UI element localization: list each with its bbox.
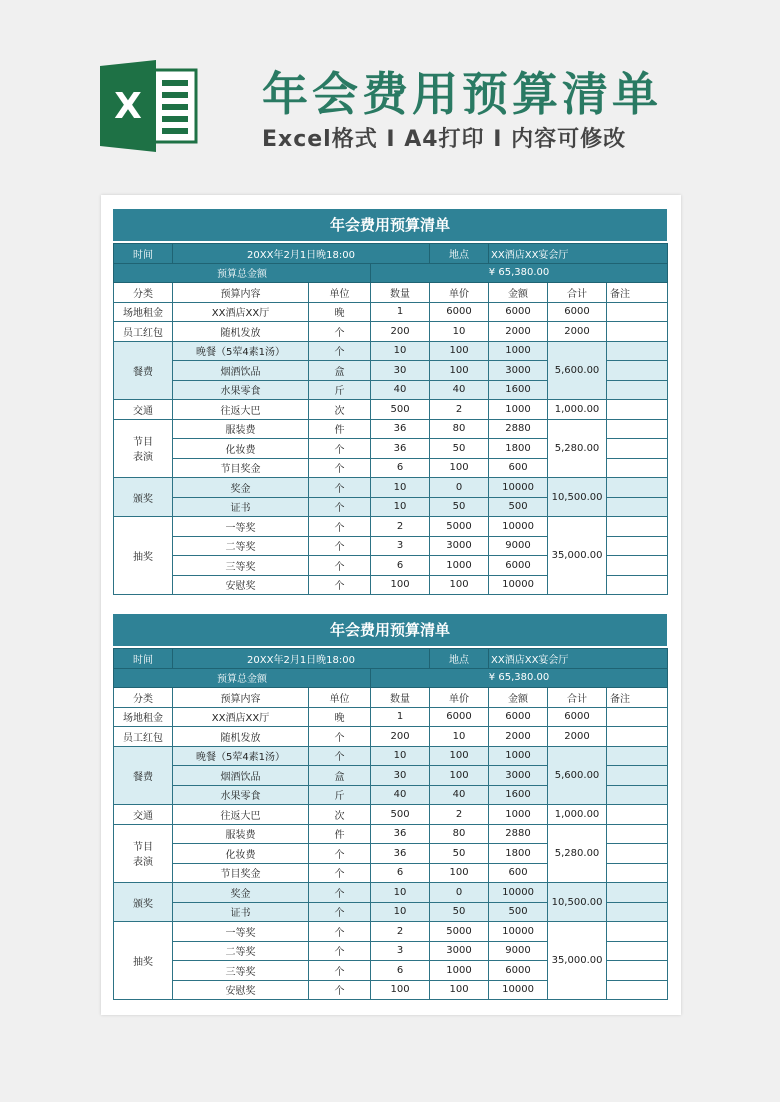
amount-cell: 10000	[489, 883, 548, 903]
unit-cell: 个	[309, 922, 371, 942]
notes-cell	[607, 575, 668, 595]
price-cell: 10	[430, 727, 489, 747]
amount-cell: 1800	[489, 844, 548, 864]
column-header: 单价	[430, 688, 489, 708]
category-cell: 员工红包	[114, 727, 173, 747]
qty-cell: 6	[371, 458, 430, 478]
table-row	[114, 707, 668, 727]
amount-cell: 3000	[489, 361, 548, 381]
qty-cell: 500	[371, 400, 430, 420]
qty-cell: 2	[371, 922, 430, 942]
item-cell: 晚餐（5荤4素1汤）	[173, 746, 309, 766]
total-cell: 5,600.00	[548, 341, 607, 400]
notes-cell	[607, 707, 668, 727]
total-cell: 35,000.00	[548, 922, 607, 1000]
price-cell: 100	[430, 458, 489, 478]
category-cell: 交通	[114, 805, 173, 825]
qty-cell: 10	[371, 746, 430, 766]
qty-cell: 10	[371, 883, 430, 903]
column-header: 数量	[371, 688, 430, 708]
notes-cell	[607, 805, 668, 825]
qty-cell: 100	[371, 980, 430, 1000]
amount-cell: 500	[489, 497, 548, 517]
amount-cell: 600	[489, 458, 548, 478]
total-cell: 5,600.00	[548, 746, 607, 805]
table-row	[114, 478, 668, 498]
qty-cell: 6	[371, 556, 430, 576]
total-cell: 1,000.00	[548, 400, 607, 420]
price-cell: 5000	[430, 922, 489, 942]
price-cell: 50	[430, 844, 489, 864]
notes-cell	[607, 556, 668, 576]
category-cell: 员工红包	[114, 322, 173, 342]
column-header: 金额	[489, 688, 548, 708]
category-cell: 场地租金	[114, 302, 173, 322]
item-cell: 二等奖	[173, 941, 309, 961]
item-cell: 服装费	[173, 419, 309, 439]
price-cell: 40	[430, 785, 489, 805]
qty-cell: 500	[371, 805, 430, 825]
qty-cell: 40	[371, 785, 430, 805]
unit-cell: 个	[309, 727, 371, 747]
notes-cell	[607, 824, 668, 844]
column-header: 单位	[309, 688, 371, 708]
item-cell: XX酒店XX厅	[173, 302, 309, 322]
price-cell: 2	[430, 400, 489, 420]
amount-cell: 10000	[489, 575, 548, 595]
budget-sheet-1	[113, 209, 667, 595]
qty-cell: 1	[371, 302, 430, 322]
unit-cell: 个	[309, 341, 371, 361]
time-row	[114, 244, 668, 264]
unit-cell: 个	[309, 883, 371, 903]
total-cell: 35,000.00	[548, 517, 607, 595]
unit-cell: 个	[309, 863, 371, 883]
unit-cell: 斤	[309, 380, 371, 400]
price-cell: 6000	[430, 707, 489, 727]
amount-cell: 6000	[489, 961, 548, 981]
table-row	[114, 341, 668, 361]
place-label: 地点	[430, 244, 489, 264]
unit-cell: 个	[309, 536, 371, 556]
qty-cell: 6	[371, 863, 430, 883]
item-cell: 往返大巴	[173, 400, 309, 420]
notes-cell	[607, 941, 668, 961]
notes-cell	[607, 746, 668, 766]
category-cell: 颁奖	[114, 478, 173, 517]
price-cell: 50	[430, 902, 489, 922]
unit-cell: 个	[309, 902, 371, 922]
notes-cell	[607, 439, 668, 459]
column-header: 合计	[548, 688, 607, 708]
amount-cell: 1600	[489, 785, 548, 805]
qty-cell: 200	[371, 727, 430, 747]
total-row	[114, 263, 668, 283]
amount-cell: 10000	[489, 980, 548, 1000]
item-cell: 证书	[173, 497, 309, 517]
item-cell: 水果零食	[173, 785, 309, 805]
unit-cell: 个	[309, 844, 371, 864]
price-cell: 80	[430, 824, 489, 844]
price-cell: 2	[430, 805, 489, 825]
item-cell: 晚餐（5荤4素1汤）	[173, 341, 309, 361]
price-cell: 50	[430, 439, 489, 459]
notes-cell	[607, 380, 668, 400]
price-cell: 0	[430, 883, 489, 903]
item-cell: XX酒店XX厅	[173, 707, 309, 727]
item-cell: 三等奖	[173, 961, 309, 981]
price-cell: 0	[430, 478, 489, 498]
amount-cell: 1000	[489, 400, 548, 420]
unit-cell: 件	[309, 824, 371, 844]
item-cell: 奖金	[173, 883, 309, 903]
price-cell: 80	[430, 419, 489, 439]
amount-cell: 6000	[489, 302, 548, 322]
amount-cell: 10000	[489, 478, 548, 498]
category-cell: 抽奖	[114, 517, 173, 595]
qty-cell: 30	[371, 361, 430, 381]
column-header-row	[114, 283, 668, 303]
total-label: 预算总金额	[114, 263, 371, 283]
unit-cell: 次	[309, 805, 371, 825]
unit-cell: 斤	[309, 785, 371, 805]
qty-cell: 3	[371, 941, 430, 961]
notes-cell	[607, 400, 668, 420]
amount-cell: 2000	[489, 322, 548, 342]
amount-cell: 1000	[489, 805, 548, 825]
column-header: 分类	[114, 283, 173, 303]
item-cell: 水果零食	[173, 380, 309, 400]
budget-sheet-2	[113, 614, 667, 1000]
amount-cell: 1800	[489, 439, 548, 459]
total-cell: 1,000.00	[548, 805, 607, 825]
notes-cell	[607, 419, 668, 439]
qty-cell: 36	[371, 419, 430, 439]
qty-cell: 10	[371, 341, 430, 361]
logo-letter: X	[114, 86, 142, 127]
total-cell: 6000	[548, 302, 607, 322]
item-cell: 二等奖	[173, 536, 309, 556]
price-cell: 3000	[430, 536, 489, 556]
unit-cell: 个	[309, 458, 371, 478]
item-cell: 随机发放	[173, 727, 309, 747]
notes-cell	[607, 844, 668, 864]
category-cell: 节目 表演	[114, 419, 173, 478]
item-cell: 三等奖	[173, 556, 309, 576]
unit-cell: 个	[309, 556, 371, 576]
item-cell: 节目奖金	[173, 458, 309, 478]
amount-cell: 1000	[489, 341, 548, 361]
unit-cell: 个	[309, 478, 371, 498]
price-cell: 50	[430, 497, 489, 517]
item-cell: 化妆费	[173, 844, 309, 864]
time-row	[114, 649, 668, 669]
price-cell: 100	[430, 361, 489, 381]
total-cell: 10,500.00	[548, 478, 607, 517]
column-header: 单位	[309, 283, 371, 303]
sheet-title: 年会费用预算清单	[113, 209, 667, 241]
price-cell: 100	[430, 863, 489, 883]
item-cell: 一等奖	[173, 517, 309, 537]
qty-cell: 2	[371, 517, 430, 537]
place-label: 地点	[430, 649, 489, 669]
unit-cell: 个	[309, 961, 371, 981]
notes-cell	[607, 322, 668, 342]
price-cell: 5000	[430, 517, 489, 537]
unit-cell: 个	[309, 322, 371, 342]
amount-cell: 10000	[489, 517, 548, 537]
unit-cell: 盒	[309, 766, 371, 786]
table-row	[114, 746, 668, 766]
amount-cell: 9000	[489, 941, 548, 961]
item-cell: 化妆费	[173, 439, 309, 459]
place-value: XX酒店XX宴会厅	[489, 244, 668, 264]
unit-cell: 个	[309, 439, 371, 459]
place-value: XX酒店XX宴会厅	[489, 649, 668, 669]
price-cell: 6000	[430, 302, 489, 322]
page-title: 年会费用预算清单	[262, 67, 662, 121]
price-cell: 100	[430, 746, 489, 766]
column-header: 金额	[489, 283, 548, 303]
total-value: ¥ 65,380.00	[371, 263, 668, 283]
item-cell: 一等奖	[173, 922, 309, 942]
unit-cell: 个	[309, 575, 371, 595]
qty-cell: 200	[371, 322, 430, 342]
total-row	[114, 668, 668, 688]
price-cell: 100	[430, 980, 489, 1000]
qty-cell: 10	[371, 497, 430, 517]
item-cell: 服装费	[173, 824, 309, 844]
category-cell: 餐费	[114, 341, 173, 400]
total-cell: 2000	[548, 727, 607, 747]
item-cell: 随机发放	[173, 322, 309, 342]
notes-cell	[607, 302, 668, 322]
amount-cell: 1600	[489, 380, 548, 400]
qty-cell: 6	[371, 961, 430, 981]
qty-cell: 36	[371, 439, 430, 459]
notes-cell	[607, 922, 668, 942]
amount-cell: 9000	[489, 536, 548, 556]
category-cell: 抽奖	[114, 922, 173, 1000]
category-cell: 颁奖	[114, 883, 173, 922]
table-row	[114, 922, 668, 942]
notes-cell	[607, 902, 668, 922]
column-header: 分类	[114, 688, 173, 708]
budget-table	[113, 648, 668, 1000]
unit-cell: 个	[309, 746, 371, 766]
notes-cell	[607, 536, 668, 556]
table-row	[114, 400, 668, 420]
notes-cell	[607, 883, 668, 903]
price-cell: 100	[430, 575, 489, 595]
total-cell: 2000	[548, 322, 607, 342]
header	[0, 0, 780, 195]
notes-cell	[607, 863, 668, 883]
unit-cell: 个	[309, 517, 371, 537]
total-value: ¥ 65,380.00	[371, 668, 668, 688]
notes-cell	[607, 478, 668, 498]
column-header-row	[114, 688, 668, 708]
unit-cell: 盒	[309, 361, 371, 381]
amount-cell: 2880	[489, 824, 548, 844]
notes-cell	[607, 497, 668, 517]
price-cell: 100	[430, 341, 489, 361]
total-cell: 5,280.00	[548, 824, 607, 883]
table-row	[114, 302, 668, 322]
item-cell: 安慰奖	[173, 575, 309, 595]
column-header: 单价	[430, 283, 489, 303]
category-cell: 餐费	[114, 746, 173, 805]
column-header: 备注	[607, 283, 668, 303]
notes-cell	[607, 961, 668, 981]
column-header: 预算内容	[173, 688, 309, 708]
total-cell: 6000	[548, 707, 607, 727]
notes-cell	[607, 341, 668, 361]
notes-cell	[607, 458, 668, 478]
sheet-body	[114, 649, 668, 1000]
unit-cell: 次	[309, 400, 371, 420]
qty-cell: 10	[371, 478, 430, 498]
table-row	[114, 322, 668, 342]
qty-cell: 36	[371, 844, 430, 864]
time-value: 20XX年2月1日晚18:00	[173, 649, 430, 669]
sheet-title: 年会费用预算清单	[113, 614, 667, 646]
qty-cell: 10	[371, 902, 430, 922]
qty-cell: 40	[371, 380, 430, 400]
unit-cell: 晚	[309, 707, 371, 727]
total-cell: 10,500.00	[548, 883, 607, 922]
unit-cell: 晚	[309, 302, 371, 322]
total-label: 预算总金额	[114, 668, 371, 688]
time-label: 时间	[114, 649, 173, 669]
notes-cell	[607, 785, 668, 805]
item-cell: 节目奖金	[173, 863, 309, 883]
item-cell: 证书	[173, 902, 309, 922]
amount-cell: 2000	[489, 727, 548, 747]
table-row	[114, 883, 668, 903]
notes-cell	[607, 980, 668, 1000]
qty-cell: 3	[371, 536, 430, 556]
price-cell: 100	[430, 766, 489, 786]
price-cell: 10	[430, 322, 489, 342]
qty-cell: 100	[371, 575, 430, 595]
unit-cell: 个	[309, 941, 371, 961]
column-header: 合计	[548, 283, 607, 303]
item-cell: 烟酒饮品	[173, 766, 309, 786]
table-row	[114, 419, 668, 439]
table-row	[114, 824, 668, 844]
item-cell: 奖金	[173, 478, 309, 498]
price-cell: 40	[430, 380, 489, 400]
amount-cell: 600	[489, 863, 548, 883]
column-header: 备注	[607, 688, 668, 708]
sheet-body	[114, 244, 668, 595]
unit-cell: 件	[309, 419, 371, 439]
amount-cell: 2880	[489, 419, 548, 439]
price-cell: 1000	[430, 556, 489, 576]
page-subtitle: Excel格式 I A4打印 I 内容可修改	[262, 127, 627, 152]
unit-cell: 个	[309, 497, 371, 517]
notes-cell	[607, 766, 668, 786]
budget-table	[113, 243, 668, 595]
time-label: 时间	[114, 244, 173, 264]
column-header: 数量	[371, 283, 430, 303]
qty-cell: 36	[371, 824, 430, 844]
notes-cell	[607, 361, 668, 381]
table-row	[114, 517, 668, 537]
amount-cell: 3000	[489, 766, 548, 786]
item-cell: 往返大巴	[173, 805, 309, 825]
excel-logo-icon	[100, 60, 200, 152]
category-cell: 交通	[114, 400, 173, 420]
column-header: 预算内容	[173, 283, 309, 303]
amount-cell: 6000	[489, 556, 548, 576]
item-cell: 安慰奖	[173, 980, 309, 1000]
price-cell: 1000	[430, 961, 489, 981]
item-cell: 烟酒饮品	[173, 361, 309, 381]
qty-cell: 30	[371, 766, 430, 786]
category-cell: 节目 表演	[114, 824, 173, 883]
price-cell: 3000	[430, 941, 489, 961]
amount-cell: 10000	[489, 922, 548, 942]
qty-cell: 1	[371, 707, 430, 727]
amount-cell: 500	[489, 902, 548, 922]
total-cell: 5,280.00	[548, 419, 607, 478]
table-row	[114, 727, 668, 747]
notes-cell	[607, 517, 668, 537]
amount-cell: 1000	[489, 746, 548, 766]
category-cell: 场地租金	[114, 707, 173, 727]
time-value: 20XX年2月1日晚18:00	[173, 244, 430, 264]
table-row	[114, 805, 668, 825]
unit-cell: 个	[309, 980, 371, 1000]
notes-cell	[607, 727, 668, 747]
amount-cell: 6000	[489, 707, 548, 727]
